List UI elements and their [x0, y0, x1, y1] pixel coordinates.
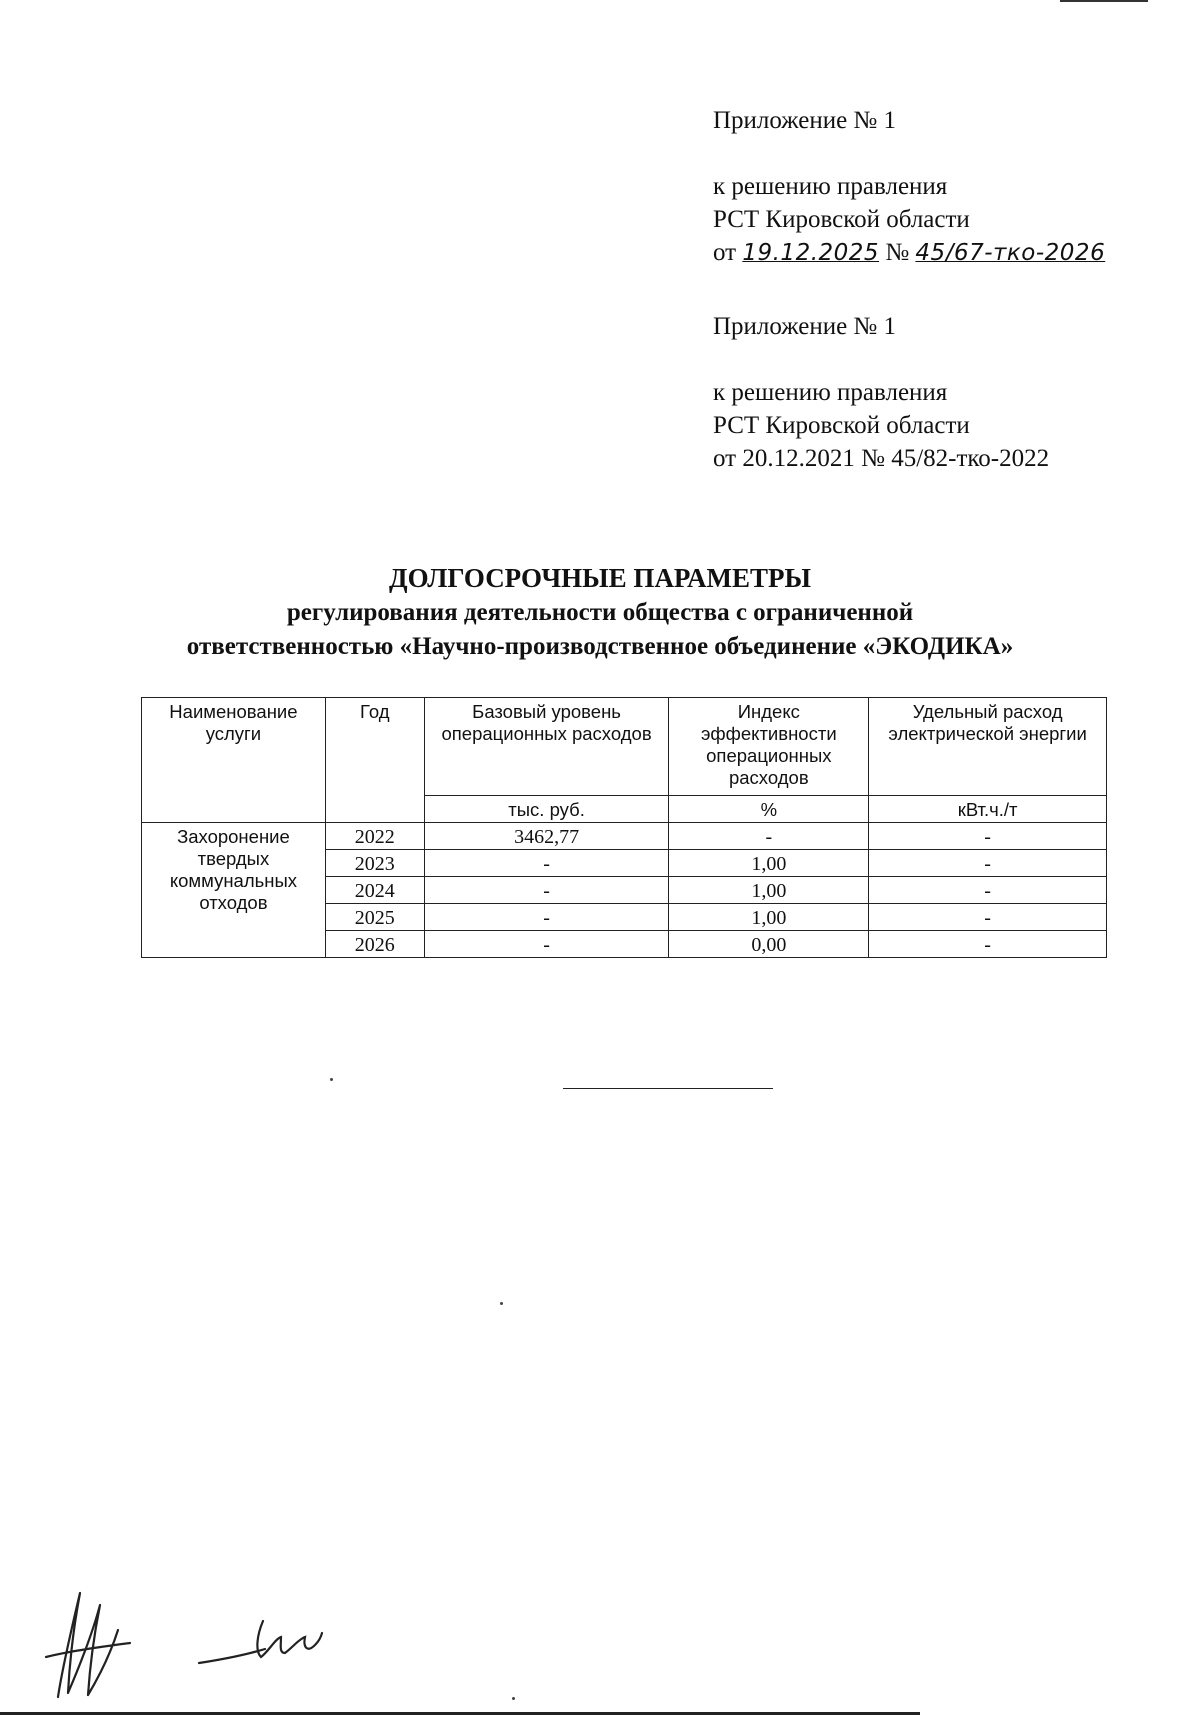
heading-subtitle-1: регулирования деятельности общества с ограниченной — [286, 599, 914, 626]
base-level-cell: - — [424, 931, 669, 958]
closing-rule — [563, 1088, 773, 1089]
year-cell: 2024 — [325, 877, 424, 904]
approval-line-date — [713, 236, 1153, 270]
base-level-cell: - — [424, 877, 669, 904]
year-cell: 2022 — [325, 823, 424, 850]
energy-cell: - — [869, 877, 1107, 904]
approval-title: Приложение № 1 — [713, 313, 897, 340]
table-header-row — [142, 698, 1107, 796]
approval-line-authority: РСТ Кировской области — [713, 206, 970, 233]
efficiency-index-cell: 1,00 — [669, 850, 869, 877]
heading-subtitle-2: ответственностью «Научно-производственное объединение «ЭКОДИКА» — [186, 633, 1014, 660]
efficiency-index-cell: 0,00 — [669, 931, 869, 958]
base-level-cell: 3462,77 — [424, 823, 669, 850]
unit-efficiency-index: % — [669, 796, 869, 823]
unit-base-level: тыс. руб. — [424, 796, 669, 823]
scan-speck — [512, 1697, 515, 1700]
unit-energy-consumption: кВт.ч./т — [869, 796, 1107, 823]
base-level-cell: - — [424, 850, 669, 877]
approval-block-current — [713, 104, 1153, 270]
approval-line-authority: РСТ Кировской области — [713, 412, 970, 439]
approval-line-decision: к решению правления — [713, 379, 948, 406]
top-edge-mark — [1060, 0, 1148, 2]
date-prefix: от — [713, 239, 737, 266]
signature-2 — [195, 1615, 325, 1675]
service-name-cell: Захоронение твердых коммунальных отходов — [142, 823, 326, 958]
year-cell: 2023 — [325, 850, 424, 877]
energy-cell: - — [869, 823, 1107, 850]
approval-line-date: от 20.12.2021 № 45/82-тко-2022 — [713, 445, 1050, 472]
approval-block-original — [713, 310, 1153, 475]
header-efficiency-index: Индекс эффективности операционных расходов — [669, 698, 869, 796]
approval-line-decision: к решению правления — [713, 173, 948, 200]
approval-title: Приложение № 1 — [713, 107, 897, 134]
number-prefix: № — [885, 239, 910, 266]
energy-cell: - — [869, 931, 1107, 958]
table-row — [142, 823, 1107, 850]
header-service: Наименование услуги — [142, 698, 326, 823]
efficiency-index-cell: 1,00 — [669, 877, 869, 904]
signature-1 — [40, 1585, 135, 1705]
base-level-cell: - — [424, 904, 669, 931]
header-base-level: Базовый уровень операционных расходов — [424, 698, 669, 796]
header-year: Год — [325, 698, 424, 823]
heading-title: ДОЛГОСРОЧНЫЕ ПАРАМЕТРЫ — [389, 563, 811, 593]
energy-cell: - — [869, 904, 1107, 931]
efficiency-index-cell: - — [669, 823, 869, 850]
header-energy-consumption: Удельный расход электрической энергии — [869, 698, 1107, 796]
parameters-table — [141, 697, 1107, 958]
handwritten-date: 19.12.2025 — [742, 240, 880, 266]
scan-speck — [330, 1078, 333, 1081]
handwritten-number: 45/67-тко-2026 — [915, 240, 1106, 266]
efficiency-index-cell: 1,00 — [669, 904, 869, 931]
document-heading — [0, 560, 1200, 664]
year-cell: 2026 — [325, 931, 424, 958]
year-cell: 2025 — [325, 904, 424, 931]
energy-cell: - — [869, 850, 1107, 877]
scan-speck — [500, 1302, 503, 1305]
bottom-edge-line — [0, 1712, 920, 1715]
